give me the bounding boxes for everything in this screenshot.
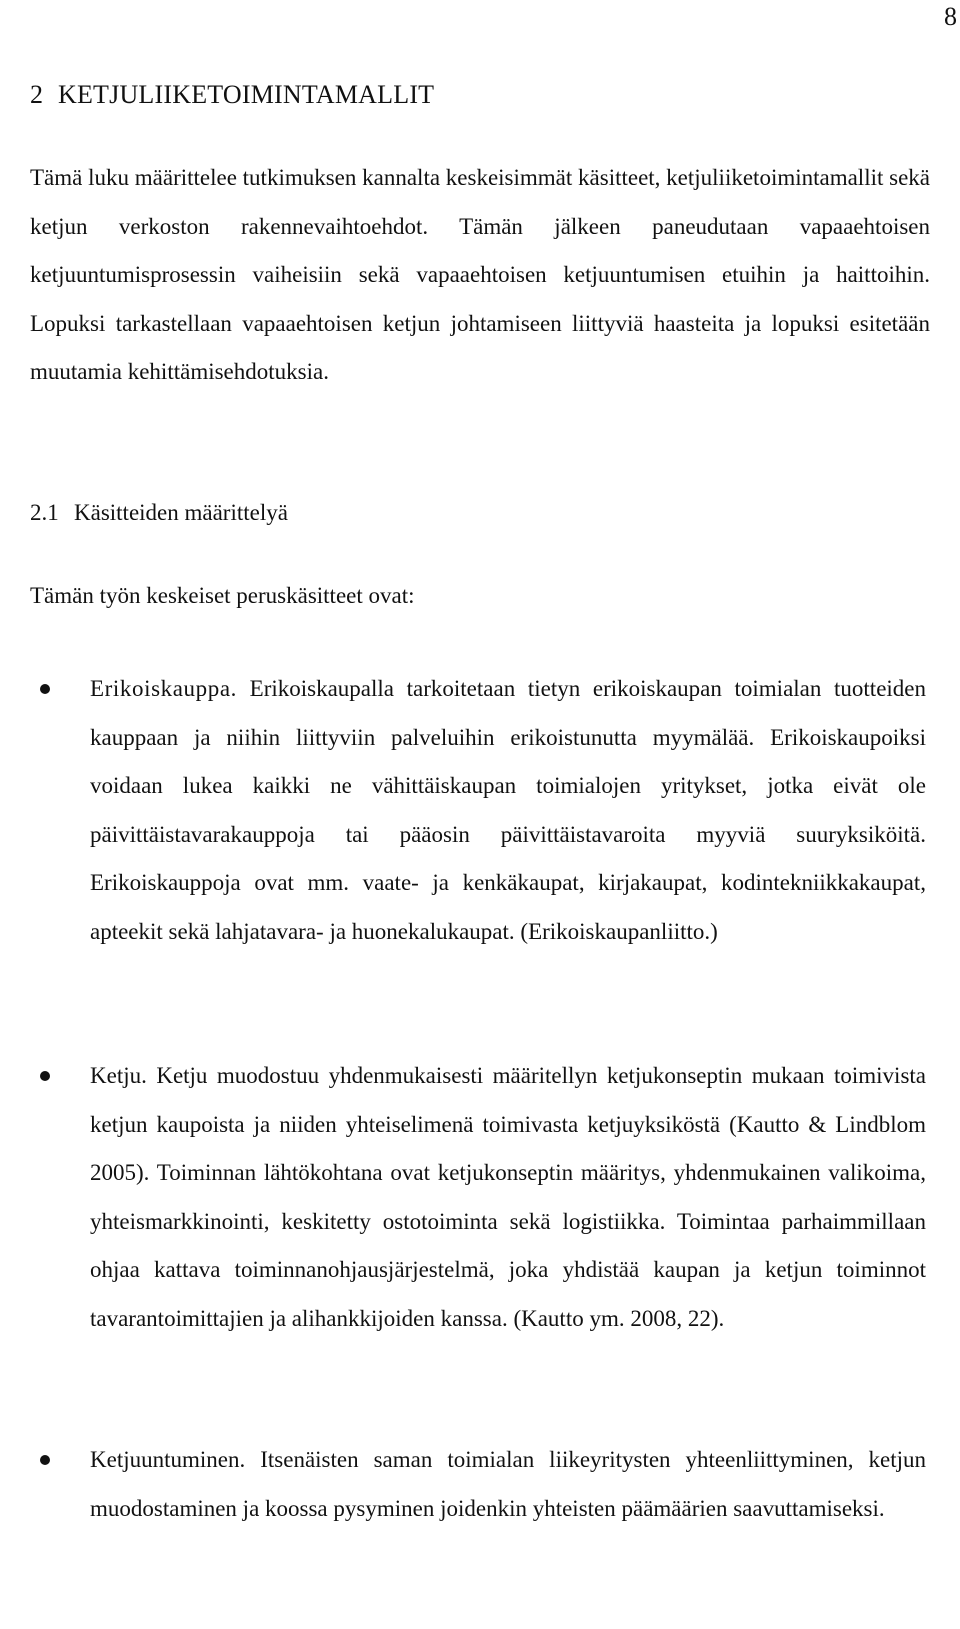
definition-text: Erikoiskaupalla tarkoitetaan tietyn erikoiskaupan toimialan tuotteiden kauppaan ja niihin liittyviin palveluihin erikoistunutta myymälää. Erikoiskaupoiksi voidaan lukea kaikki ne vähittäiskaupan toimialojen yritykset, jotka eivät ole päivittäistavarakauppoja tai pääosin päivittäistavaroita myyviä suuryksiköitä. Erikoiskauppoja ovat mm. vaate- ja kenkäkaupat, kirjakaupat, kodintekniikkakaupat, apteekit sekä lahjatavara- ja huonekalukaupat. (Erikoiskaupanliitto.) xyxy=(90,676,926,944)
definition-body xyxy=(90,665,926,957)
section-lead: Tämän työn keskeiset peruskäsitteet ovat: xyxy=(30,583,415,608)
definition-term: Erikoiskauppa. xyxy=(90,676,238,701)
definition-body xyxy=(90,1436,926,1533)
intro-paragraph: Tämä luku määrittelee tutkimuksen kannalta keskeisimmät käsitteet, ketjuliiketoimintamallit sekä ketjun verkoston rakennevaihtoehdot. Tämän jälkeen paneudutaan vapaaehtoisen ketjuuntumisprosessin vaiheisiin sekä vapaaehtoisen ketjuuntumisen etuihin ja haittoihin. Lopuksi tarkastellaan vapaaehtoisen ketjun johtamiseen liittyviä haasteita ja lopuksi esitetään muutamia kehittämisehdotuksia. xyxy=(30,165,930,385)
definition-item-ketju xyxy=(40,1052,926,1344)
bullet-icon xyxy=(40,1071,50,1081)
definition-term: Ketju. xyxy=(90,1063,147,1088)
bullet-icon xyxy=(40,684,50,694)
definition-body xyxy=(90,1052,926,1344)
section-number: 2.1 xyxy=(30,500,59,525)
definition-text: Itsenäisten saman toimialan liikeyritysten yhteenliittyminen, ketjun muodostaminen ja koossa pysyminen joidenkin yhteisten päämäärien saavuttamiseksi. xyxy=(90,1447,927,1521)
bullet-icon xyxy=(40,1455,50,1465)
chapter-number: 2 xyxy=(30,80,44,109)
definition-term: Ketjuuntuminen. xyxy=(90,1447,246,1472)
section-heading xyxy=(30,496,288,530)
definition-text: Ketju muodostuu yhdenmukaisesti määritellyn ketjukonseptin mukaan toimivista ketjun kaupoista ja niiden yhteiselimenä toimivasta ketjuyksiköstä (Kautto & Lindblom 2005). Toiminnan lähtökohtana ovat ketjukonseptin määritys, yhdenmukainen valikoima, yhteismarkkinointi, keskitetty ostotoiminta sekä logistiikka. Toimintaa parhaimmillaan ohjaa kattava toiminnanohjausjärjestelmä, joka yhdistää kaupan ja ketjun toiminnot tavarantoimittajien ja alihankkijoiden kanssa. (Kautto ym. 2008, 22). xyxy=(90,1063,927,1331)
chapter-title: KETJULIIKETOIMINTAMALLIT xyxy=(58,80,435,109)
section-title: Käsitteiden määrittelyä xyxy=(74,500,288,525)
page-number: 8 xyxy=(944,2,957,31)
definition-item-ketjuuntuminen xyxy=(40,1436,926,1533)
definition-item-erikoiskauppa xyxy=(40,665,926,957)
chapter-heading xyxy=(30,78,434,112)
